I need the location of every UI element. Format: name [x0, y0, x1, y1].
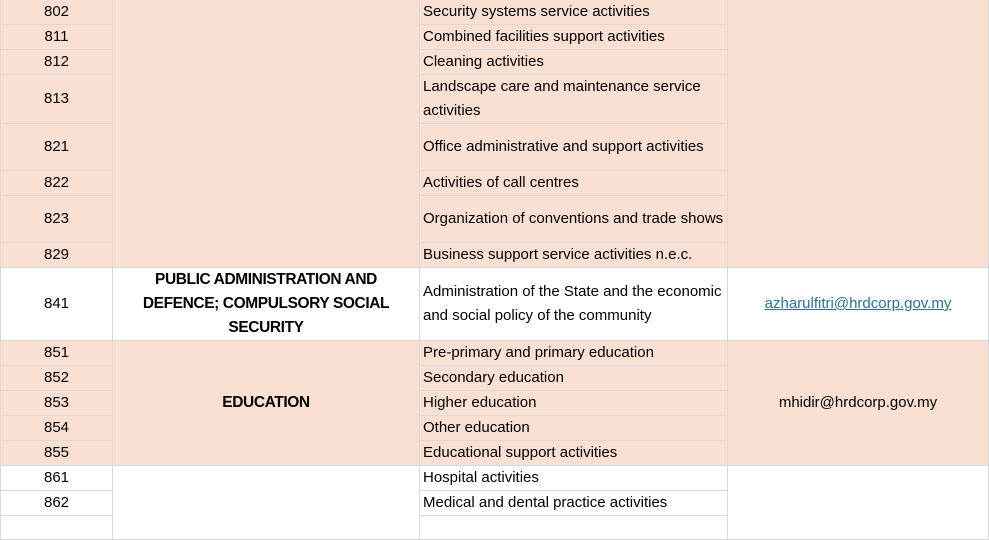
code-cell[interactable]: 861	[1, 466, 113, 491]
desc-cell[interactable]: Business support service activities n.e.c.	[420, 243, 728, 268]
desc-cell[interactable]: Combined facilities support activities	[420, 25, 728, 50]
code-cell[interactable]: 813	[1, 75, 113, 124]
code-cell[interactable]: 821	[1, 124, 113, 171]
email-text: mhidir@hrdcorp.gov.my	[778, 394, 938, 411]
code-cell[interactable]: 841	[1, 268, 113, 341]
code-cell[interactable]: 802	[1, 0, 113, 25]
email-cell-admin-support[interactable]	[728, 0, 989, 268]
sector-cell-public-admin[interactable]	[113, 268, 420, 341]
email-cell-education[interactable]	[728, 341, 989, 466]
code-cell[interactable]: 829	[1, 243, 113, 268]
table-row	[1, 268, 989, 341]
code-cell[interactable]: 812	[1, 50, 113, 75]
code-cell[interactable]: 853	[1, 391, 113, 416]
code-cell[interactable]: 823	[1, 196, 113, 243]
sector-label: PUBLIC ADMINISTRATION AND DEFENCE; COMPULSORY SOCIAL SECURITY	[142, 271, 390, 336]
desc-cell[interactable]: Other education	[420, 416, 728, 441]
code-cell[interactable]: 854	[1, 416, 113, 441]
email-link[interactable]: azharulfitri@hrdcorp.gov.my	[764, 295, 952, 312]
code-cell[interactable]: 822	[1, 171, 113, 196]
sector-cell-health[interactable]	[113, 466, 420, 540]
sector-cell-education[interactable]	[113, 341, 420, 466]
code-cell[interactable]	[1, 516, 113, 540]
code-cell[interactable]: 855	[1, 441, 113, 466]
code-cell[interactable]: 851	[1, 341, 113, 366]
desc-cell[interactable]: Cleaning activities	[420, 50, 728, 75]
email-cell-public-admin[interactable]	[728, 268, 989, 341]
desc-cell[interactable]: Organization of conventions and trade shows	[420, 196, 728, 243]
desc-cell[interactable]: Medical and dental practice activities	[420, 491, 728, 516]
table-row	[1, 341, 989, 366]
sector-cell-admin-support[interactable]	[113, 0, 420, 268]
desc-cell[interactable]: Activities of call centres	[420, 171, 728, 196]
sector-label: EDUCATION	[222, 394, 310, 411]
email-cell-health[interactable]	[728, 466, 989, 540]
desc-cell[interactable]: Landscape care and maintenance service activities	[420, 75, 728, 124]
desc-cell[interactable]: Security systems service activities	[420, 0, 728, 25]
desc-cell[interactable]: Secondary education	[420, 366, 728, 391]
desc-cell[interactable]	[420, 516, 728, 540]
desc-cell[interactable]: Educational support activities	[420, 441, 728, 466]
desc-cell[interactable]: Office administrative and support activities	[420, 124, 728, 171]
desc-cell[interactable]: Hospital activities	[420, 466, 728, 491]
desc-cell[interactable]: Pre-primary and primary education	[420, 341, 728, 366]
code-cell[interactable]: 811	[1, 25, 113, 50]
desc-cell[interactable]: Administration of the State and the economic and social policy of the community	[420, 268, 728, 341]
code-cell[interactable]: 852	[1, 366, 113, 391]
table-row	[1, 0, 989, 25]
desc-cell[interactable]: Higher education	[420, 391, 728, 416]
code-cell[interactable]: 862	[1, 491, 113, 516]
table-row	[1, 466, 989, 491]
